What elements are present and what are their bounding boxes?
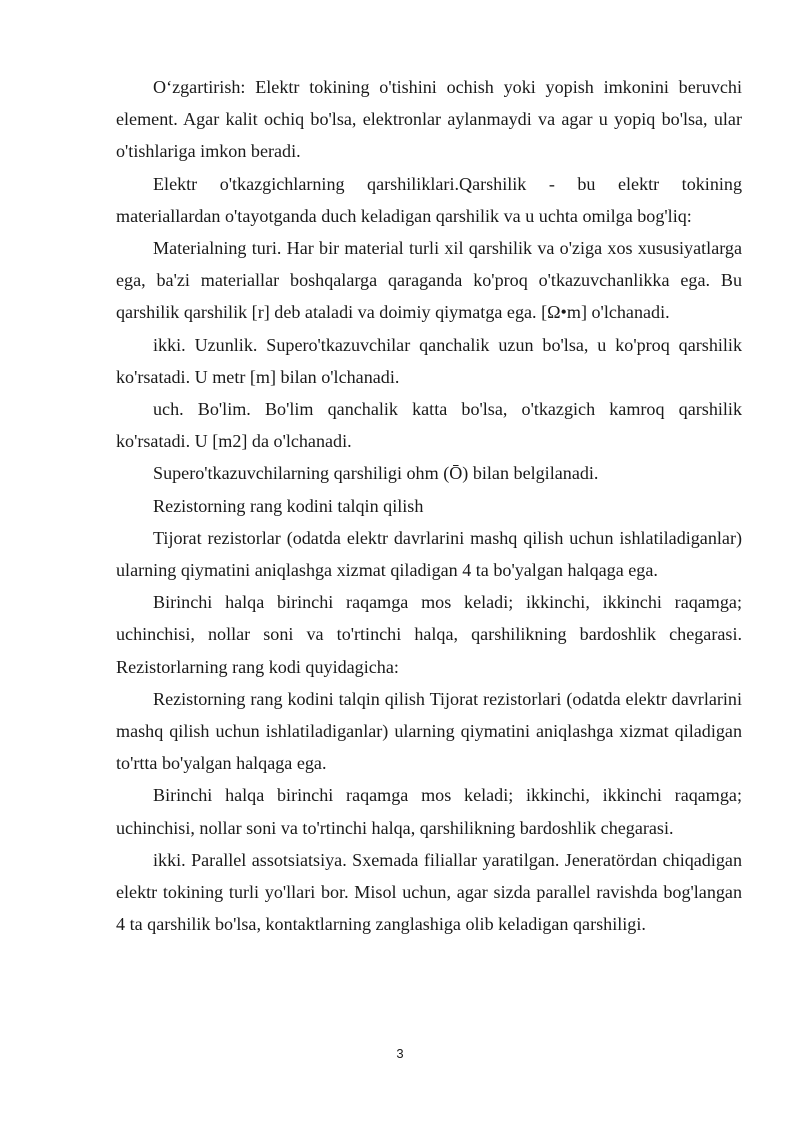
document-body xyxy=(116,71,742,940)
paragraph-switch-definition: O‘zgartirish: Elektr tokining o'tishini ochish yoki yopish imkonini beruvchi element. Agar kalit ochiq bo'lsa, elektronlar aylanmaydi va agar u yopiq bo'lsa, ular o'tishlariga imkon beradi. xyxy=(116,77,742,162)
paragraph-parallel-association: ikki. Parallel assotsiatsiya. Sxemada filiallar yaratilgan. Jeneratördan chiqadigan elektr tokining turli yo'llari bor. Misol uchun, agar sizda parallel ravishda bog'langan 4 ta qarshilik bo'lsa, kontaktlarning zanglashiga olib keladigan qarshiligi. xyxy=(116,849,742,935)
paragraph-length: ikki. Uzunlik. Supero'tkazuvchilar qanchalik uzun bo'lsa, u ko'proq qarshilik ko'rsatadi. U metr [m] bilan o'lchanadi. xyxy=(116,334,742,387)
paragraph-conductor-resistance: Elektr o'tkazgichlarning qarshiliklari.Qarshilik - bu elektr tokining materiallardan o'tayotganda duch keladigan qarshilik va u uchta omilga bog'liq: xyxy=(116,173,742,226)
paragraph-material-type: Materialning turi. Har bir material turli xil qarshilik va o'ziga xos xususiyatlarga ega, ba'zi materiallar boshqalarga qaraganda ko'proq o'tkazuvchanlikka ega. Bu qarshilik qarshilik [r] deb ataladi va doimiy qiymatga ega. [Ω•m] o'lchanadi. xyxy=(116,238,742,323)
paragraph-ohm-unit: Supero'tkazuvchilarning qarshiligi ohm (Ō) bilan belgilanadi. xyxy=(153,463,599,484)
paragraph-color-code-repeat: Rezistorning rang kodini talqin qilish Tijorat rezistorlari (odatda elektr davrlarini mashq qilish uchun ishlatiladiganlar) ularning qiymatini aniqlashga xizmat qiladigan to'rtta bo'yalgan halqaga ega. xyxy=(116,688,742,774)
paragraph-ring-meaning: Birinchi halqa birinchi raqamga mos keladi; ikkinchi, ikkinchi raqamga; uchinchisi, nollar soni va to'rtinchi halqa, qarshilikning bardoshlik chegarasi. Rezistorlarning rang kodi quyidagicha: xyxy=(116,592,742,677)
page-number: 3 xyxy=(396,1046,404,1061)
paragraph-section: uch. Bo'lim. Bo'lim qanchalik katta bo'lsa, o'tkazgich kamroq qarshilik ko'rsatadi. U [m2] da o'lchanadi. xyxy=(116,399,742,452)
paragraph-color-code-heading: Rezistorning rang kodini talqin qilish xyxy=(153,495,424,516)
paragraph-ring-meaning-repeat: Birinchi halqa birinchi raqamga mos keladi; ikkinchi, ikkinchi raqamga; uchinchisi, nollar soni va to'rtinchi halqa, qarshilikning bardoshlik chegarasi. xyxy=(116,785,742,838)
paragraph-commercial-resistors: Tijorat rezistorlar (odatda elektr davrlarini mashq qilish uchun ishlatiladiganlar) ularning qiymatini aniqlashga xizmat qiladigan 4 ta bo'yalgan halqaga ega. xyxy=(116,527,742,581)
